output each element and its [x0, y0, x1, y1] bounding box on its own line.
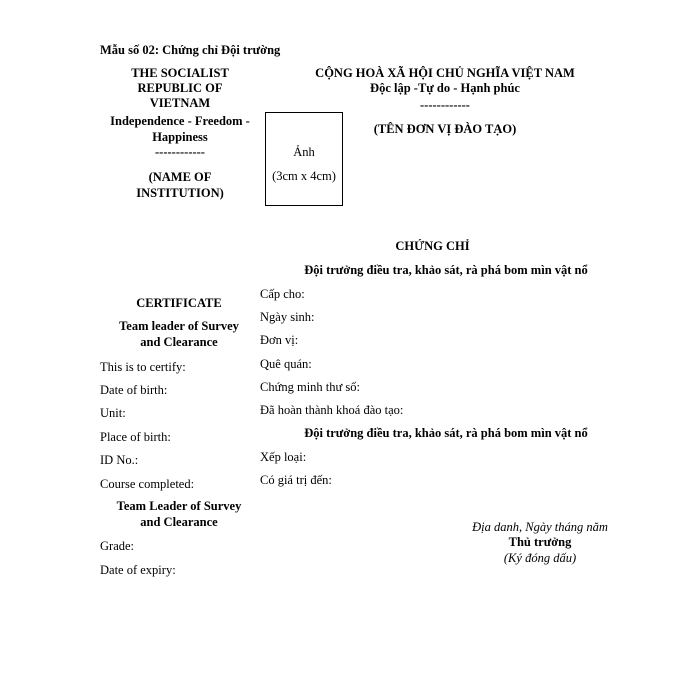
en-cert-subtitle-line-2: and Clearance [140, 335, 218, 349]
left-dashes: ------------ [155, 145, 205, 159]
left-country-line-1: THE SOCIALIST [131, 66, 229, 80]
photo-label: Ảnh [293, 145, 315, 159]
signature-head: Thủ trưởng [508, 535, 572, 549]
left-motto-line-2: Happiness [152, 130, 208, 144]
en-cert-subtitle-line-1: Team leader of Survey [119, 319, 239, 333]
vn-cert-subtitle: Đội trưởng điều tra, khảo sát, rà phá bom mìn vật nổ [304, 263, 588, 277]
en-field-expiry: Date of expiry: [100, 563, 176, 577]
en-field-unit: Unit: [100, 406, 126, 420]
vn-field-course: Đã hoàn thành khoá đào tạo: [260, 403, 404, 417]
right-motto: Độc lập -Tự do - Hạnh phúc [370, 81, 520, 95]
right-country: CỘNG HOÀ XÃ HỘI CHỦ NGHĨA VIỆT NAM [315, 66, 575, 80]
en-course-line-2: and Clearance [140, 515, 218, 529]
vn-field-expiry: Có giá trị đến: [260, 473, 332, 487]
form-label: Mẫu số 02: Chứng chỉ Đội trường [100, 43, 281, 57]
en-field-dob: Date of birth: [100, 383, 168, 397]
left-institution-line-2: INSTITUTION) [136, 186, 224, 200]
en-field-course: Course completed: [100, 477, 195, 491]
en-cert-title: CERTIFICATE [136, 296, 222, 310]
vn-course-name: Đội trưởng điều tra, khảo sát, rà phá bom mìn vật nổ [304, 426, 588, 440]
vn-field-issued-to: Cấp cho: [260, 287, 305, 301]
signature-note: (Ký đóng dấu) [503, 551, 577, 565]
en-course-line-1: Team Leader of Survey [116, 499, 242, 513]
en-field-grade: Grade: [100, 539, 135, 553]
vn-cert-title: CHỨNG CHỈ [395, 239, 470, 253]
vn-field-hometown: Quê quán: [260, 357, 312, 371]
right-dashes: ------------ [420, 98, 470, 112]
en-field-place-of-birth: Place of birth: [100, 430, 171, 444]
signature-place-date: Địa danh, Ngày tháng năm [472, 520, 608, 534]
en-field-id-no: ID No.: [100, 453, 139, 467]
right-institution: (TÊN ĐƠN VỊ ĐÀO TẠO) [373, 122, 517, 136]
vn-field-grade: Xếp loại: [260, 450, 307, 464]
en-field-certify: This is to certify: [100, 360, 186, 374]
vn-field-id-no: Chứng minh thư số: [260, 380, 361, 394]
left-country-line-2: REPUBLIC OF [137, 81, 223, 95]
vn-field-dob: Ngày sinh: [260, 310, 315, 324]
left-country-line-3: VIETNAM [149, 96, 211, 110]
left-institution-line-1: (NAME OF [148, 170, 212, 184]
photo-size: (3cm x 4cm) [272, 169, 336, 183]
left-motto-line-1: Independence - Freedom - [110, 114, 250, 128]
vn-field-unit: Đơn vị: [260, 333, 299, 347]
